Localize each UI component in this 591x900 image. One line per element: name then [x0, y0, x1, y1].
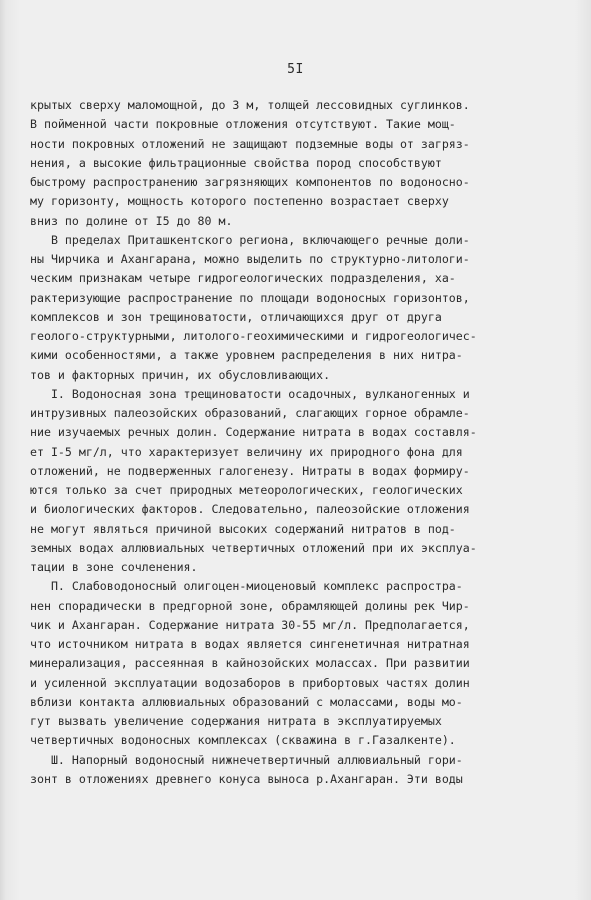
text-line: кими особенностями, а также уровнем распределения в них нитра- [30, 348, 463, 363]
text-line: и усиленной эксплуатации водозаборов в прибортовых частях долин [30, 675, 470, 690]
text-line: В пределах Приташкентского региона, включающего речные доли- [30, 232, 470, 247]
text-line: ческим признакам четыре гидрогеологических подразделения, ха- [30, 271, 456, 286]
text-line: Ш. Напорный водоносный нижнечетвертичный аллювиальный гори- [30, 752, 463, 767]
text-line: геолого-структурными, литолого-геохимическими и гидрогеологичес- [30, 329, 477, 343]
text-line: I. Водоносная зона трещиноватости осадочных, вулканогенных и [30, 386, 470, 401]
text-line: тации в зоне сочленения. [30, 560, 198, 574]
text-line: нения, а высокие фильтрационные свойства пород способствуют [30, 155, 442, 170]
text-line: му горизонту, мощность которого постепенно возрастает сверху [30, 194, 449, 209]
text-line: отложений, не подверженных галогенезу. Нитраты в водах формиру- [30, 463, 470, 478]
text-line: гут вызвать увеличение содержания нитрата в эксплуатируемых [30, 714, 442, 728]
text-line: вблизи контакта аллювиальных образований с молассами, воды мо- [30, 694, 463, 709]
text-line: ности покровных отложений не защищают подземные воды от загряз- [30, 136, 470, 151]
text-line: зонт в отложениях древнего конуса выноса р.Ахангаран. Эти воды [30, 771, 463, 786]
text-line: крытых сверху маломощной, до 3 м, толщей лессовидных суглинков. [30, 98, 470, 112]
page-number: 5I [287, 62, 304, 77]
text-line: четвертичных водоносных комплексах (скважина в г.Газалкенте). [30, 733, 456, 748]
text-line: земных водах аллювиальных четвертичных отложений при их эксплуа- [30, 540, 477, 555]
text-line: рактеризующие распространение по площади водоносных горизонтов, [30, 290, 470, 305]
text-line: минерализация, рассеянная в кайнозойских молассах. При развитии [30, 656, 470, 671]
text-line: ются только за счет природных метеорологических, геологических [30, 483, 463, 497]
text-line: ны Чирчика и Ахангарана, можно выделить по структурно-литологи- [30, 252, 470, 266]
text-line: вниз по долине от I5 до 80 м. [30, 213, 233, 228]
text-line: комплексов и зон трещиноватости, отличающихся друг от друга [30, 309, 442, 324]
text-line: ние изучаемых речных долин. Содержание нитрата в водах составля- [30, 425, 477, 440]
text-line: и биологических факторов. Следовательно, палеозойские отложения [30, 502, 470, 517]
text-line: интрузивных палеозойских образований, слагающих горное обрамле- [30, 406, 470, 420]
text-line: В пойменной части покровные отложения отсутствуют. Такие мощ- [30, 117, 456, 132]
text-line: не могут являться причиной высоких содержаний нитратов в под- [30, 521, 456, 536]
text-line: чик и Ахангаран. Содержание нитрата 30-55 мг/л. Предполагается, [30, 617, 470, 632]
text-line: быстрому распространению загрязняющих компонентов по водоносно- [30, 175, 470, 189]
body-text [30, 96, 530, 789]
text-line: П. Слабоводоносный олигоцен-миоценовый комплекс распростра- [30, 579, 463, 594]
text-line: нен спорадически в предгорной зоне, обрамляющей долины рек Чир- [30, 598, 470, 613]
text-line: тов и факторных причин, их обусловливающих. [30, 367, 331, 382]
text-line: что источником нитрата в водах является сингенетичная нитратная [30, 637, 470, 651]
text-line: ет I-5 мг/л, что характеризует величину их природного фона для [30, 444, 463, 459]
